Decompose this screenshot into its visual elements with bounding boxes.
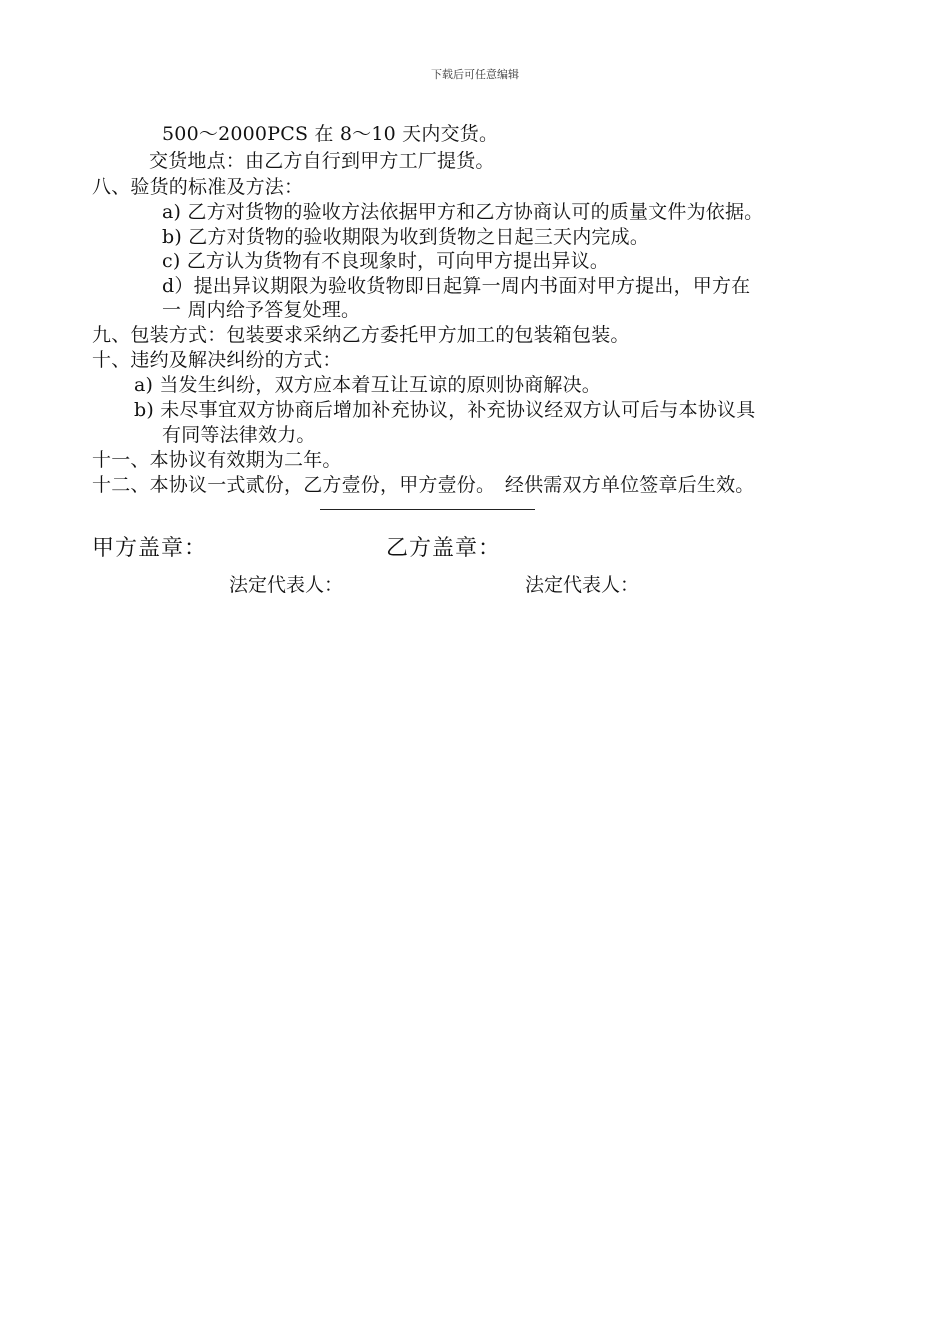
section-8-item-d-line2: 一 周内给予答复处理。 — [162, 299, 361, 321]
section-8-item-a: a) 乙方对货物的验收方法依据甲方和乙方协商认可的质量文件为依据。 — [162, 201, 764, 223]
section-10-item-b-line1: b) 未尽事宜双方协商后增加补充协议，补充协议经双方认可后与本协议具 — [134, 399, 756, 421]
section-8-item-d-line1: d）提出异议期限为验收货物即日起算一周内书面对甲方提出，甲方在 — [162, 275, 751, 297]
section-10-item-a: a) 当发生纠纷，双方应本着互让互谅的原则协商解决。 — [134, 374, 601, 396]
page-header-note: 下载后可任意编辑 — [431, 68, 519, 81]
section-10-item-b-line2: 有同等法律效力。 — [162, 424, 316, 446]
section-8-item-b: b) 乙方对货物的验收期限为收到货物之日起三天内完成。 — [162, 226, 650, 248]
section-9-line: 九、包装方式：包装要求采纳乙方委托甲方加工的包装箱包装。 — [92, 324, 630, 346]
underline-rule — [320, 509, 535, 510]
party-a-seal-label: 甲方盖章： — [92, 536, 208, 561]
party-b-representative-label: 法定代表人： — [525, 574, 640, 596]
section-12-line: 十二、本协议一式贰份，乙方壹份，甲方壹份。 经供需双方单位签章后生效。 — [92, 474, 755, 496]
delivery-place-line: 交货地点：由乙方自行到甲方工厂提货。 — [149, 150, 495, 172]
party-b-seal-label: 乙方盖章： — [386, 536, 502, 561]
section-8-item-c: c) 乙方认为货物有不良现象时，可向甲方提出异议。 — [162, 250, 610, 272]
delivery-time-line: 500～2000PCS 在 8～10 天内交货。 — [162, 123, 499, 145]
section-11-line: 十一、本协议有效期为二年。 — [92, 449, 342, 471]
section-8-title: 八、验货的标准及方法： — [92, 176, 304, 198]
party-a-representative-label: 法定代表人： — [229, 574, 344, 596]
section-10-title: 十、违约及解决纠纷的方式： — [92, 349, 342, 371]
